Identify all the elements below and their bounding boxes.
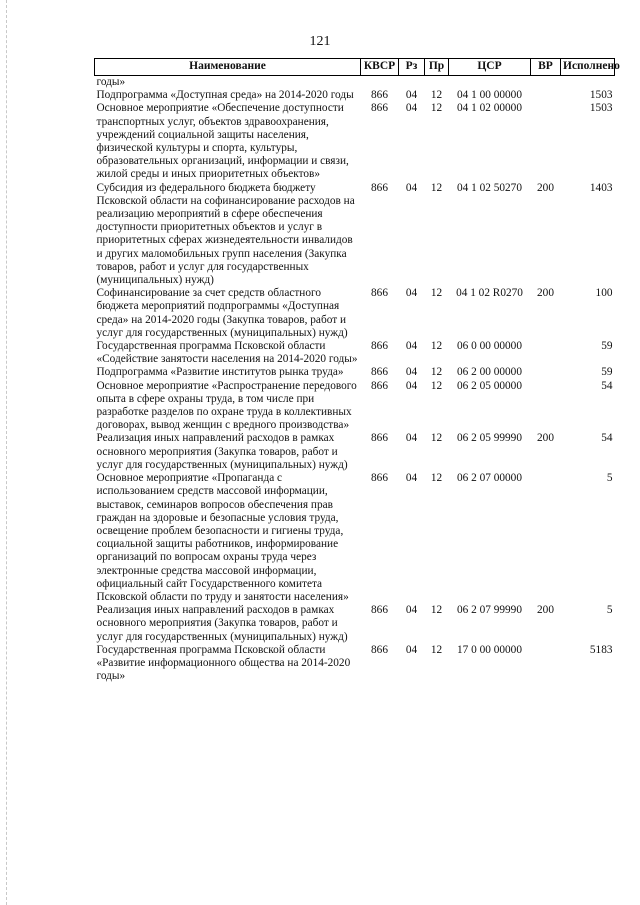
row-csr: 04 1 02 50270 — [457, 181, 522, 194]
row-csr: 04 1 02 R0270 — [456, 287, 523, 300]
table-row — [95, 604, 615, 644]
row-rz: 04 — [405, 604, 418, 617]
row-csr: 06 2 07 99990 — [457, 604, 522, 617]
table-row — [95, 366, 615, 379]
row-amount: 5 — [606, 472, 613, 485]
row-pr: 12 — [430, 643, 443, 656]
table-row — [95, 432, 615, 472]
row-vr: 200 — [537, 287, 554, 300]
row-pr: 12 — [430, 287, 443, 300]
table-row — [95, 472, 615, 604]
header-vr: ВР — [531, 59, 561, 76]
row-kvsr: 866 — [371, 604, 388, 617]
row-pr — [425, 76, 449, 90]
table-header-row — [95, 59, 615, 76]
page-number: 121 — [309, 34, 331, 49]
header-amount: Исполнено — [561, 59, 615, 76]
row-name: Реализация иных направлений расходов в рамках основного мероприятия (Закупка товаров, работ и услуг для государственных (муниципальных) нужд) — [96, 432, 348, 471]
row-amount: 59 — [601, 366, 613, 379]
header-name: Наименование — [95, 59, 361, 76]
row-name: Подпрограмма «Развитие институтов рынка труда» — [96, 366, 344, 379]
row-pr: 12 — [430, 366, 443, 379]
row-amount: 5 — [606, 604, 613, 617]
table-row — [95, 89, 615, 102]
row-amount: 54 — [601, 432, 613, 445]
row-kvsr: 866 — [371, 432, 388, 445]
table-row — [95, 182, 615, 288]
row-kvsr: 866 — [371, 287, 388, 300]
budget-table — [94, 58, 620, 683]
row-csr — [449, 76, 531, 90]
row-name: годы» — [96, 76, 126, 88]
row-kvsr: 866 — [371, 379, 388, 392]
row-rz: 04 — [405, 102, 418, 115]
row-vr — [531, 102, 561, 181]
row-name: Подпрограмма «Доступная среда» на 2014-2020 годы — [96, 89, 354, 102]
scan-margin-line — [6, 0, 7, 905]
row-vr: 200 — [537, 181, 554, 194]
header-pr: Пр — [425, 59, 449, 76]
row-pr: 12 — [430, 340, 443, 353]
row-name: Государственная программа Псковской области «Содействие занятости населения на 2014-2020 годы» — [96, 340, 358, 366]
row-name: Субсидия из федерального бюджета бюджету Псковской области на софинансирование расходов на реализацию мероприятий в сфере обеспечения доступности приоритетных объектов и услуг в приоритетных сферах жизнедеятельности инвалидов и других маломобильных групп населения (Закупка товаров, работ и услуг для государственных (муниципальных) нужд) — [96, 181, 355, 287]
row-csr: 06 2 05 99990 — [457, 432, 522, 445]
row-amount: 1403 — [589, 181, 613, 194]
row-vr — [531, 380, 561, 433]
row-amount: 5183 — [589, 643, 613, 656]
row-csr: 06 0 00 00000 — [457, 340, 522, 353]
table-body — [95, 76, 615, 684]
row-rz: 04 — [405, 181, 418, 194]
row-rz: 04 — [405, 89, 418, 102]
row-csr: 17 0 00 00000 — [457, 643, 522, 656]
row-rz: 04 — [405, 366, 418, 379]
row-vr: 200 — [537, 604, 554, 617]
row-kvsr: 866 — [371, 340, 388, 353]
row-kvsr: 866 — [371, 181, 388, 194]
row-amount: 100 — [595, 287, 613, 300]
row-rz: 04 — [405, 472, 418, 485]
row-vr — [531, 76, 561, 90]
row-rz: 04 — [405, 340, 418, 353]
row-rz: 04 — [405, 379, 418, 392]
table-row — [95, 102, 615, 181]
header-kvsr: КВСР — [361, 59, 399, 76]
row-name: Основное мероприятие «Пропаганда с использованием средств массовой информации, выставок, семинаров вопросов обеспечения прав граждан на здоровые и безопасные условия труда, освещение проблем безопасности и гигиены труда, социальной защиты работников, информирование организаций по вопросам охраны труда через электронные средства массовой информации, официальный сайт Государственного комитета Псковской области по труду и занятости населения» — [96, 472, 349, 603]
row-amount: 1503 — [589, 89, 613, 102]
row-amount: 59 — [601, 340, 613, 353]
row-name: Государственная программа Псковской области «Развитие информационного общества на 2014-2020 годы» — [96, 643, 351, 683]
row-kvsr: 866 — [371, 89, 388, 102]
table-row — [95, 380, 615, 433]
row-pr: 12 — [430, 102, 443, 115]
table-row — [95, 287, 615, 340]
row-csr: 04 1 02 00000 — [457, 102, 522, 115]
row-amount: 54 — [601, 379, 613, 392]
row-name: Основное мероприятие «Распространение передового опыта в сфере охраны труда, в том числе при разработке разделов по охране труда в коллективных договорах, вывод женщин с вредного производства» — [96, 379, 357, 432]
row-name: Софинансирование за счет средств областного бюджета мероприятий подпрограммы «Доступная среда» на 2014-2020 годы (Закупка товаров, работ и услуг для государственных (муниципальных) нужд) — [96, 287, 348, 339]
row-pr: 12 — [430, 432, 443, 445]
table-row — [95, 340, 615, 366]
row-vr — [531, 340, 561, 366]
header-rz: Рз — [399, 59, 425, 76]
header-csr: ЦСР — [449, 59, 531, 76]
row-name: Основное мероприятие «Обеспечение доступности транспортных услуг, объектов здравоохранения, учреждений социальной защиты населения, физической культуры и спорта, культуры, образовательных организаций, информации и связи, жилой среды и иных приоритетных объектов» — [96, 102, 349, 181]
row-pr: 12 — [430, 472, 443, 485]
row-pr: 12 — [430, 181, 443, 194]
row-kvsr: 866 — [371, 643, 388, 656]
row-rz: 04 — [405, 643, 418, 656]
table-row — [95, 76, 615, 90]
row-vr — [531, 366, 561, 379]
row-kvsr — [361, 76, 399, 90]
row-vr — [531, 472, 561, 604]
row-pr: 12 — [430, 89, 443, 102]
row-csr: 06 2 07 00000 — [457, 472, 522, 485]
row-pr: 12 — [430, 604, 443, 617]
row-rz: 04 — [405, 432, 418, 445]
row-kvsr: 866 — [371, 366, 388, 379]
row-amount: 1503 — [589, 102, 613, 115]
row-vr: 200 — [537, 432, 554, 445]
row-csr: 04 1 00 00000 — [457, 89, 522, 102]
row-vr — [531, 89, 561, 102]
row-csr: 06 2 05 00000 — [457, 379, 522, 392]
table-row — [95, 644, 615, 684]
row-name: Реализация иных направлений расходов в рамках основного мероприятия (Закупка товаров, работ и услуг для государственных (муниципальных) нужд) — [96, 604, 348, 643]
row-rz — [399, 76, 425, 90]
row-kvsr: 866 — [371, 472, 388, 485]
row-rz: 04 — [405, 287, 418, 300]
row-pr: 12 — [430, 379, 443, 392]
row-kvsr: 866 — [371, 102, 388, 115]
row-amount — [561, 76, 615, 90]
row-csr: 06 2 00 00000 — [457, 366, 522, 379]
row-vr — [531, 644, 561, 684]
